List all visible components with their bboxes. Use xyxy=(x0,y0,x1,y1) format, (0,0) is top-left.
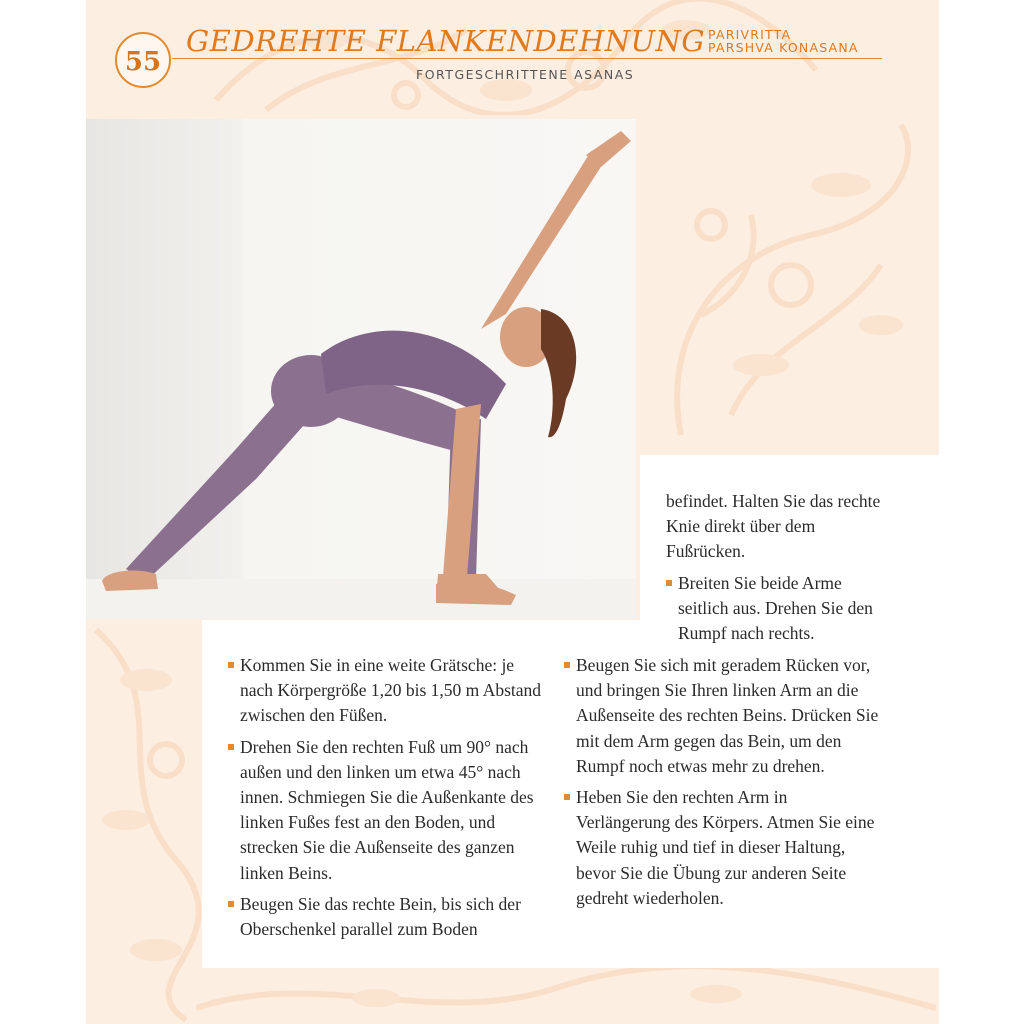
instruction-bullet: Kommen Sie in eine weite Grätsche: je nach Körpergröße 1,20 bis 1,50 m Abstand zwischen den Füßen. xyxy=(228,653,548,729)
page-title: GEDREHTE FLANKENDEHNUNG xyxy=(186,24,706,58)
yoga-pose-photo xyxy=(86,119,636,619)
yoga-figure-illustration xyxy=(86,119,636,619)
instructions-right-column xyxy=(564,653,884,917)
section-label: FORTGESCHRITTENE ASANAS xyxy=(416,67,635,82)
floral-ornament-bottom xyxy=(196,968,936,1024)
instruction-bullet: Heben Sie den rechten Arm in Verlängerung des Körpers. Atmen Sie eine Weile ruhig und tief in dieser Haltung, bevor Sie die Übung zur anderen Seite gedreht wiederholen. xyxy=(564,785,884,911)
floral-ornament-left xyxy=(86,620,206,1024)
instruction-bullet: Drehen Sie den rechten Fuß um 90° nach außen und den linken um etwa 45° nach innen. Schmiegen Sie die Außenkante des linken Fußes fest an den Boden, und strecken Sie die Außenseite des ganzen linken Beins. xyxy=(228,735,548,886)
floral-ornament-right xyxy=(641,115,939,455)
sanskrit-name-line-1: PARIVRITTA xyxy=(708,27,792,42)
sanskrit-name xyxy=(708,28,859,54)
instruction-bullet: Breiten Sie beide Arme seitlich aus. Drehen Sie den Rumpf nach rechts. xyxy=(666,571,886,647)
title-rule xyxy=(172,58,882,59)
instructions-top-right xyxy=(666,489,886,652)
page-number: 55 xyxy=(115,32,171,88)
instructions-left-column xyxy=(228,653,548,948)
instruction-bullet: Beugen Sie sich mit geradem Rücken vor, und bringen Sie Ihren linken Arm an die Außenseite des rechten Beins. Drücken Sie mit dem Arm gegen das Bein, um den Rumpf noch etwas mehr zu drehen. xyxy=(564,653,884,779)
continued-paragraph: befindet. Halten Sie das rechte Knie direkt über dem Fußrücken. xyxy=(666,491,881,562)
instruction-bullet: Beugen Sie das rechte Bein, bis sich der Oberschenkel parallel zum Boden xyxy=(228,892,548,942)
sanskrit-name-line-2: PARSHVA KONASANA xyxy=(708,40,859,55)
